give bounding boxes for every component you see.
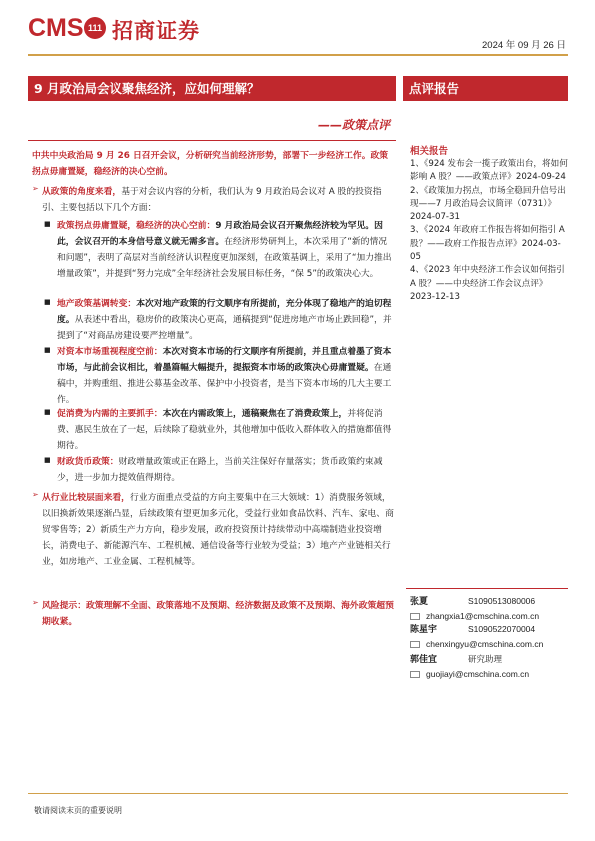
report-title: 9 月政治局会议聚焦经济，应如何理解？ [28, 76, 396, 101]
author-email[interactable]: guojiayi@cmschina.com.cn [426, 669, 530, 679]
title-divider [28, 140, 396, 141]
policy-item-text: 从表述中看出，稳房价的政策决心更高，通稿提到“促进房地产市场止跌回稳”，并提到了“对商品房建设要严控增量”。 [57, 315, 392, 341]
policy-item-bold: 9 月政治局会议召开聚焦经济较为罕见。因此，会议召开的本身信号意义就无需多言。 [57, 221, 383, 247]
square-bullet-icon: ■ [44, 456, 51, 464]
policy-item-2 [44, 296, 394, 344]
policy-item-bold: 本次对资本市场的行文顺序有所提前，并且重点着墨了资本市场，与此前会议相比，着墨篇幅大幅提升，提振资本市场的政策决心毋庸置疑。 [57, 347, 392, 373]
policy-item-text: 并将促消费、惠民生放在了一起，后续除了稳就业外，其他增加中低收入群体收入的措施都值得期待。 [57, 409, 392, 451]
side-section-title: 点评报告 [403, 76, 568, 101]
industry-text: 行业方面重点受益的方向主要集中在三大领域：1）消费服务领域，以旧换新效果逐渐凸显，后续政策有望更加多元化，受益行业如食品饮料、汽车、家电、商贸零售等；2）新质生产力方向，稳步发展，政府投资预计持续带动中高端制造业投资增长，消费电子、新能源汽车、工程机械、通信设备等行业较为受益；3）地产产业链相关行业，如房地产、工业金属、工程机械等。 [42, 493, 394, 567]
author-name: 郭佳宜 [410, 655, 438, 665]
related-report-item[interactable]: 2、《政策加力拐点，市场全稳回升信号出现——7 月政治局会议简评（0731）》2024-07-31 [410, 185, 566, 223]
author-email[interactable]: zhangxia1@cmschina.com.cn [426, 611, 540, 621]
risk-section [32, 598, 394, 630]
policy-item-label: 促消费为内需的主要抓手： [57, 409, 163, 419]
author-block-1 [410, 594, 568, 621]
report-subtitle: ——政策点评 [317, 118, 390, 132]
policy-item-4 [44, 406, 394, 454]
summary-text: 中共中央政治局 9 月 26 日召开会议，分析研究当前经济形势，部署下一步经济工作。政策拐点毋庸置疑，稳经济的决心空前。 [32, 151, 389, 177]
industry-lead-bold: 从行业比较层面来看， [42, 493, 130, 503]
report-date: 2024 年 09 月 26 日 [482, 40, 566, 51]
policy-item-3 [44, 344, 394, 408]
square-bullet-icon: ■ [44, 220, 51, 228]
related-report-item[interactable]: 4、《2023 年中央经济工作会议如何指引 A 股？——中央经济工作会议点评》2023-12-13 [410, 265, 565, 302]
author-block-2 [410, 622, 568, 649]
square-bullet-icon: ■ [44, 298, 51, 306]
policy-item-5 [44, 454, 394, 486]
policy-lead [42, 184, 394, 216]
policy-lead-text: 基于对会议内容的分析，我们认为 9 月政治局会议对 A 股的投资指引、主要包括以下几个方面： [42, 187, 382, 213]
logo-badge-icon: 111 [84, 17, 106, 39]
author-role: 研究助理 [468, 655, 503, 665]
arrow-bullet-icon: ➢ [32, 184, 39, 193]
related-reports-title: 相关报告 [410, 146, 449, 157]
policy-item-text: 在通稿中，并购重组、推进公募基金改革、保护中小投资者，是当下资本市场的几大主要工作。 [57, 363, 392, 405]
author-license-id: S1090513080006 [468, 596, 536, 606]
author-name: 张夏 [410, 597, 429, 607]
authors-divider [406, 588, 568, 589]
author-block-3 [410, 652, 568, 679]
policy-lead-bold: 从政策的角度来看， [42, 187, 122, 197]
policy-item-bold: 本次对地产政策的行文顺序有所提前，充分体现了稳地产的迫切程度。 [57, 299, 392, 325]
policy-item-text: 在经济形势研判上，本次采用了“新的情况和问题”，表明了高层对当前经济认识程度更加深刻，在政策基调上，采用了“加力推出增量政策”，并提到“努力完成”全年经济社会发展目标任务，“保 5”的政策决心大。 [57, 237, 392, 279]
footer-divider [28, 793, 568, 794]
policy-section [32, 184, 394, 216]
logo-text: CMS [28, 14, 84, 42]
email-icon [410, 641, 420, 648]
policy-item-1 [44, 218, 394, 282]
email-icon [410, 671, 420, 678]
policy-item-label: 财政货币政策： [57, 457, 119, 467]
policy-item-label: 地产政策基调转变： [57, 299, 137, 309]
related-reports-list [410, 158, 570, 304]
arrow-bullet-icon: ➢ [32, 490, 39, 499]
policy-item-label: 政策拐点毋庸置疑，稳经济的决心空前： [57, 221, 216, 231]
policy-item-bold: 本次在内需政策上，通稿聚焦在了消费政策上， [162, 409, 348, 419]
policy-item-label: 对资本市场重视程度空前： [57, 347, 163, 357]
header-divider [28, 54, 568, 56]
footer-disclaimer: 敬请阅读末页的重要说明 [34, 806, 122, 815]
email-icon [410, 613, 420, 620]
risk-text: 风险提示：政策理解不全面、政策落地不及预期、经济数据及政策不及预期、海外政策超预期收紧。 [42, 601, 394, 627]
logo-chinese-name: 招商证券 [112, 19, 200, 43]
author-name: 陈星宇 [410, 625, 438, 635]
related-report-item[interactable]: 3、《2024 年政府工作报告将如何指引 A 股？——政府工作报告点评》2024-03-05 [410, 225, 565, 263]
square-bullet-icon: ■ [44, 346, 51, 354]
arrow-bullet-icon: ➢ [32, 598, 39, 607]
square-bullet-icon: ■ [44, 408, 51, 416]
industry-section [32, 490, 394, 570]
related-report-item[interactable]: 1、《924 发布会一揽子政策出台，将如何影响 A 股？——政策点评》2024-09-24 [410, 159, 568, 183]
author-license-id: S1090522070004 [468, 624, 536, 634]
author-email[interactable]: chenxingyu@cmschina.com.cn [426, 639, 544, 649]
policy-item-text: 财政增量政策或正在路上，当前关注保好存量落实；货币政策约束减少，进一步加力提效值得期待。 [57, 457, 383, 483]
